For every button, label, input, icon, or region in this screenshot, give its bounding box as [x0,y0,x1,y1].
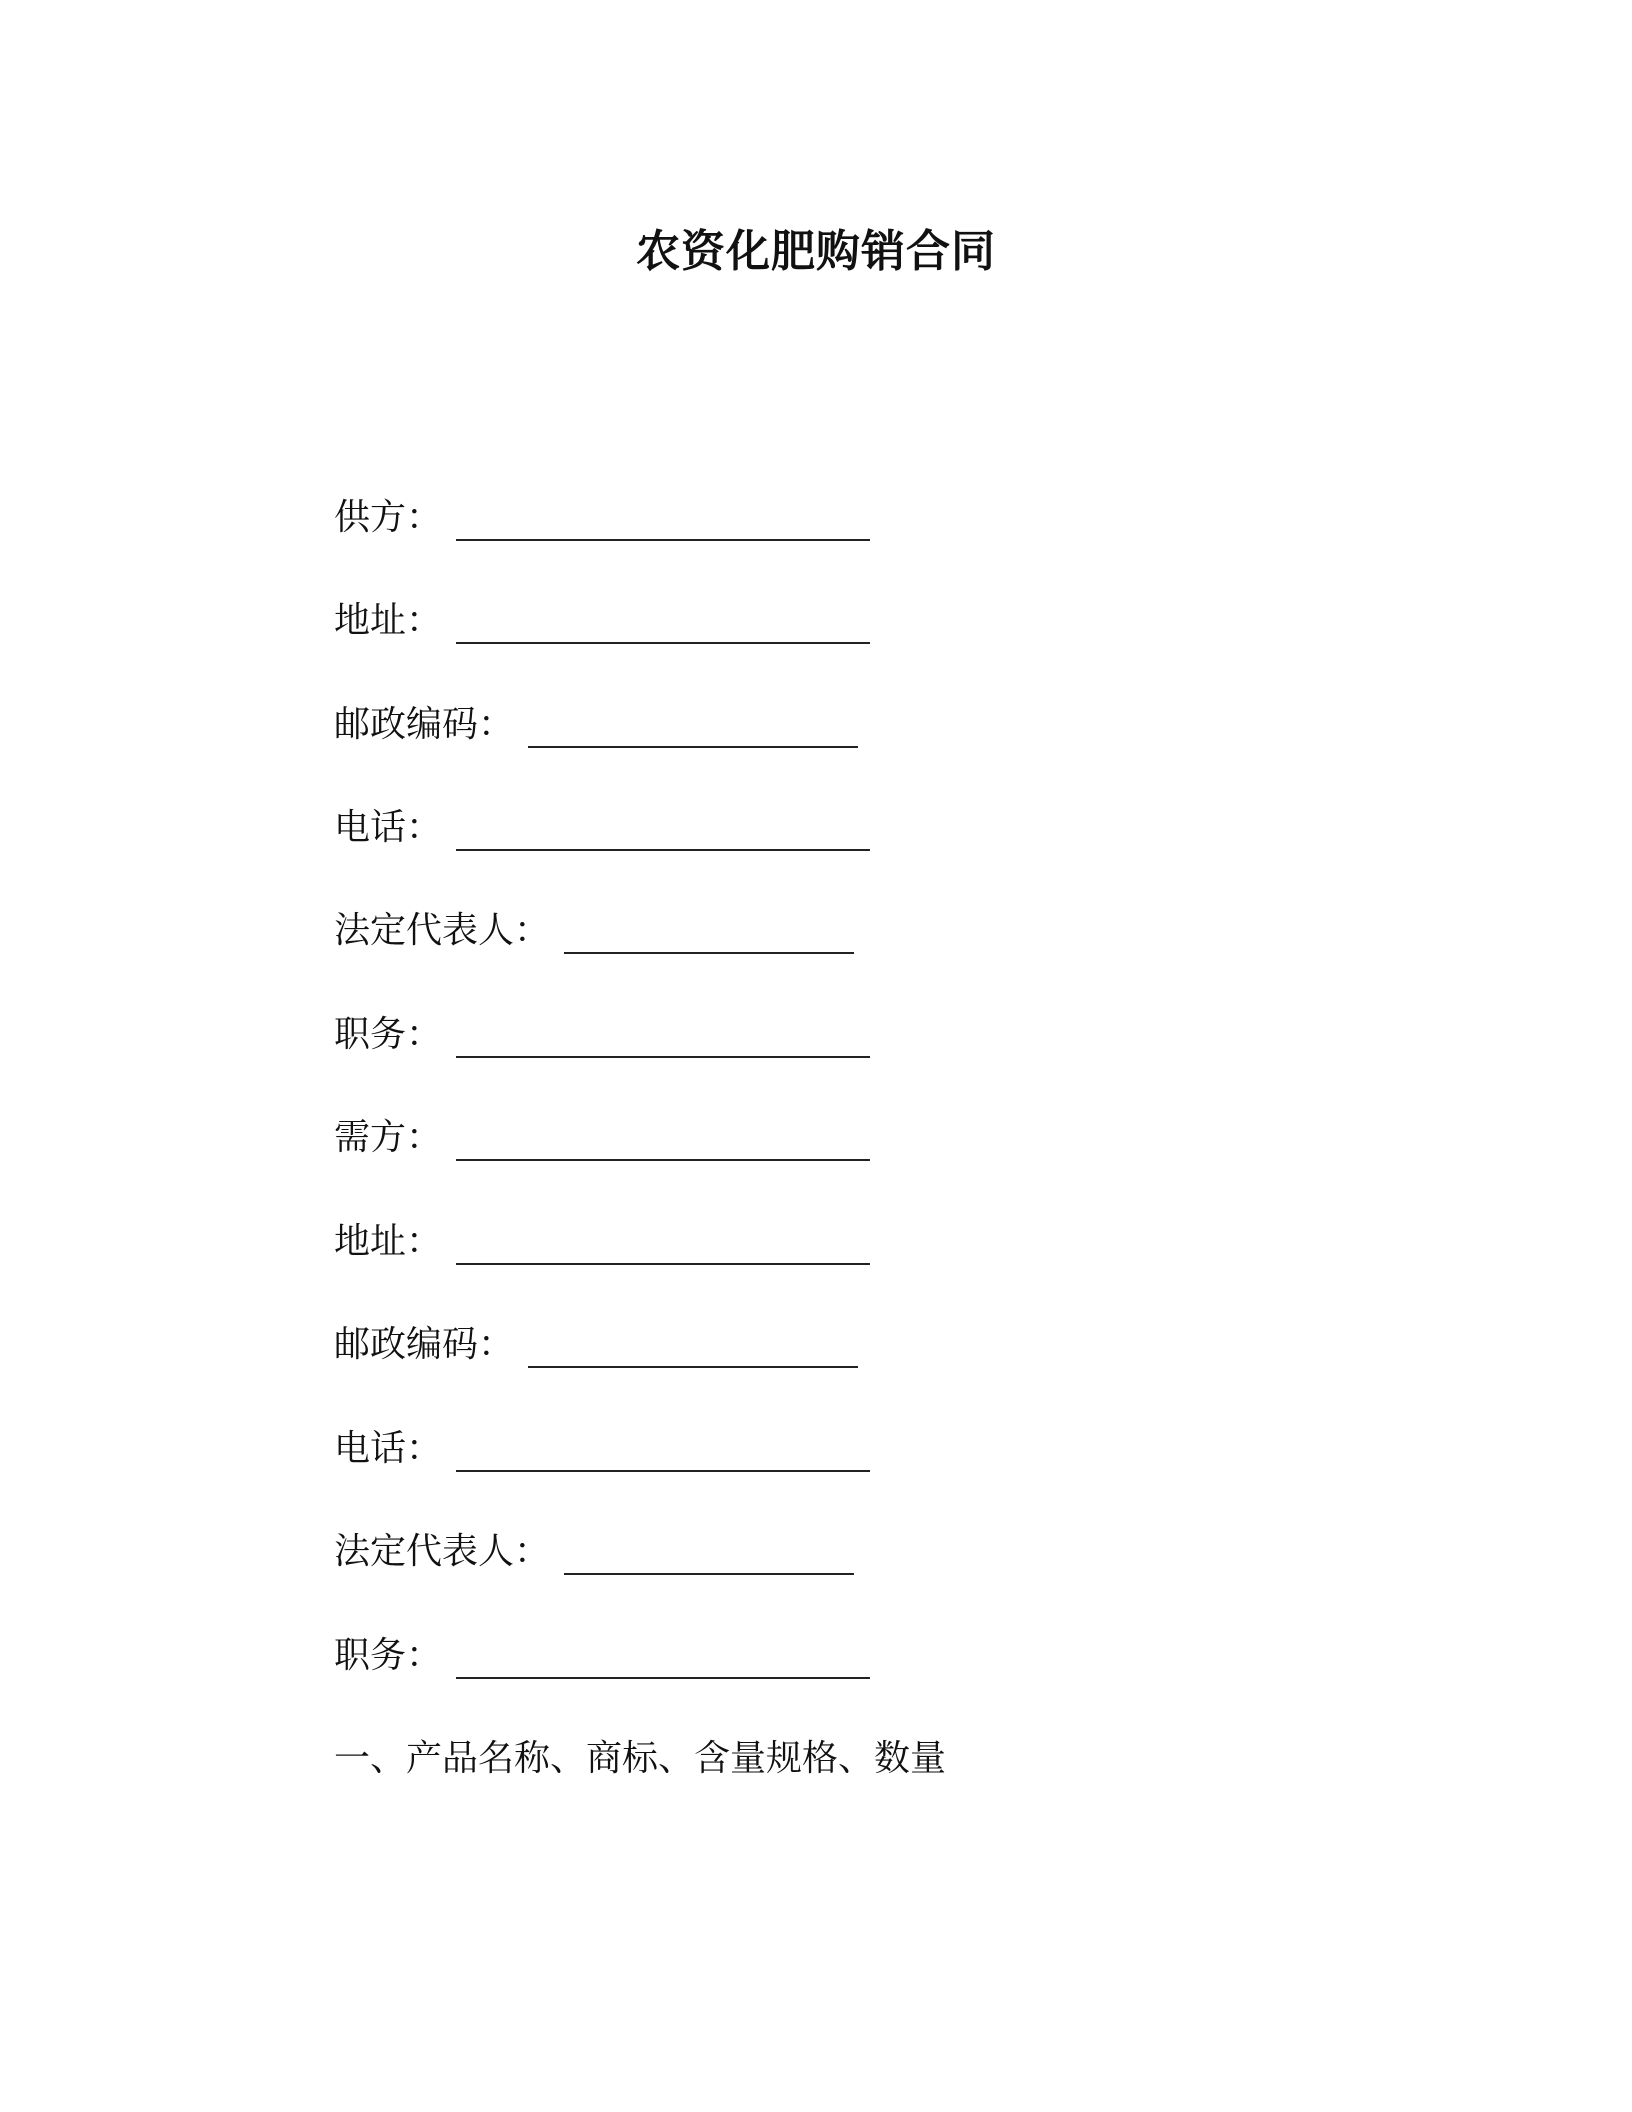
supplier-postal-code-label: 邮政编码： [334,704,515,745]
buyer-party-blank[interactable] [456,1113,870,1161]
buyer-legal-rep-field [334,1527,854,1577]
supplier-phone-blank[interactable] [456,803,870,851]
buyer-postal-code-label: 邮政编码： [334,1324,515,1365]
supplier-postal-code-blank[interactable] [528,700,858,748]
supplier-party-blank[interactable] [456,493,870,541]
supplier-phone-label: 电话： [334,807,443,848]
supplier-address-field [334,596,870,646]
buyer-position-field [334,1631,870,1681]
buyer-address-blank[interactable] [456,1217,870,1265]
supplier-postal-code-field [334,700,858,750]
buyer-legal-rep-label: 法定代表人： [334,1531,551,1572]
document-title: 农资化肥购销合同 [636,226,996,277]
buyer-party-field [334,1113,870,1163]
buyer-party-label: 需方： [334,1117,443,1158]
supplier-party-field [334,493,870,543]
buyer-address-field [334,1217,870,1267]
buyer-phone-field [334,1424,870,1474]
buyer-position-blank[interactable] [456,1631,870,1679]
buyer-address-label: 地址： [334,1221,443,1262]
supplier-legal-rep-field [334,906,854,956]
supplier-phone-field [334,803,870,853]
buyer-postal-code-field [334,1320,858,1370]
supplier-position-blank[interactable] [456,1010,870,1058]
supplier-position-field [334,1010,870,1060]
buyer-legal-rep-blank[interactable] [564,1527,854,1575]
supplier-position-label: 职务： [334,1014,443,1055]
buyer-postal-code-blank[interactable] [528,1320,858,1368]
buyer-position-label: 职务： [334,1635,443,1676]
supplier-legal-rep-blank[interactable] [564,906,854,954]
supplier-address-label: 地址： [334,600,443,641]
section-1-heading: 一、产品名称、商标、含量规格、数量 [334,1738,947,1779]
supplier-address-blank[interactable] [456,596,870,644]
buyer-phone-blank[interactable] [456,1424,870,1472]
supplier-party-label: 供方： [334,497,443,538]
supplier-legal-rep-label: 法定代表人： [334,910,551,951]
buyer-phone-label: 电话： [334,1428,443,1469]
